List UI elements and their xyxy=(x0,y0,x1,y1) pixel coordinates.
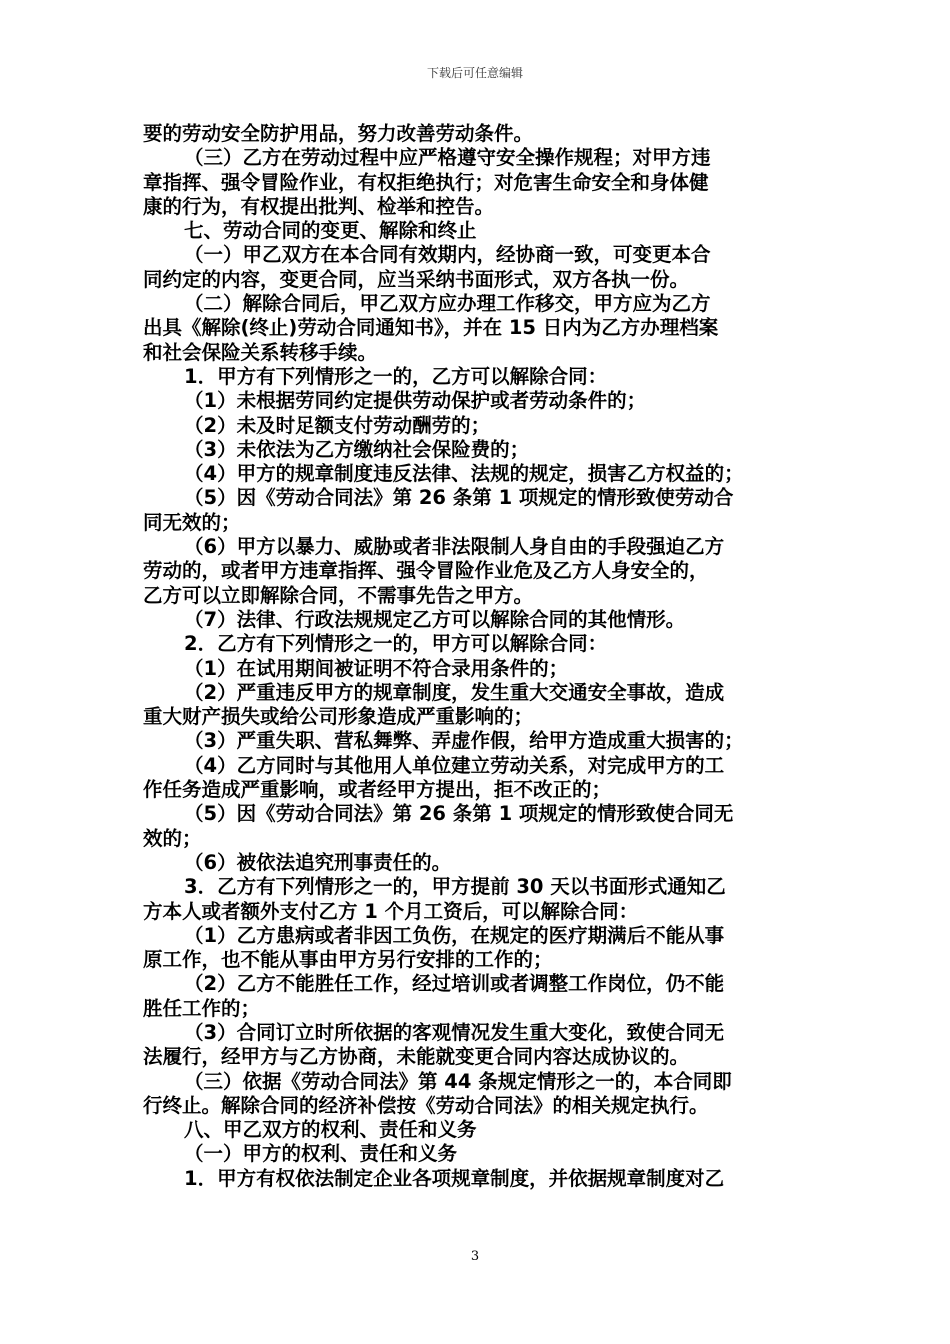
text-line: （1）未根据劳同约定提供劳动保护或者劳动条件的； xyxy=(184,389,647,413)
text-line: 效的； xyxy=(143,826,202,850)
text-line: （三）乙方在劳动过程中应严格遵守安全操作规程；对甲方违 xyxy=(184,146,711,170)
text-line: 重大财产损失或给公司形象造成严重影响的； xyxy=(143,705,534,729)
text-line: （1）乙方患病或者非因工负伤，在规定的医疗期满后不能从事 xyxy=(184,923,725,947)
text-line: （5）因《劳动合同法》第 26 条第 1 项规定的情形致使合同无 xyxy=(184,802,734,826)
text-line: （3）严重失职、营私舞弊、弄虚作假，给甲方造成重大损害的； xyxy=(184,729,744,753)
text-line: 出具《解除(终止)劳动合同通知书》，并在 15 日内为乙方办理档案 xyxy=(143,316,719,340)
text-line: 要的劳动安全防护用品，努力改善劳动条件。 xyxy=(143,122,534,145)
text-line: 3．乙方有下列情形之一的，甲方提前 30 天以书面形式通知乙 xyxy=(184,875,726,899)
text-line: （2）未及时足额支付劳动酬劳的； xyxy=(184,413,491,437)
text-line: 法履行，经甲方与乙方协商，未能就变更合同内容达成协议的。 xyxy=(143,1045,690,1069)
text-line: 七、劳动合同的变更、解除和终止 xyxy=(184,219,477,243)
text-line: 方本人或者额外支付乙方 1 个月工资后，可以解除合同： xyxy=(143,899,639,923)
text-line: （3）合同订立时所依据的客观情况发生重大变化，致使合同无 xyxy=(184,1020,725,1044)
text-line: （7）法律、行政法规规定乙方可以解除合同的其他情形。 xyxy=(184,607,686,631)
text-line: （4）乙方同时与其他用人单位建立劳动关系，对完成甲方的工 xyxy=(184,753,725,777)
text-line: 1．甲方有下列情形之一的，乙方可以解除合同： xyxy=(184,364,608,388)
text-line: （1）在试用期间被证明不符合录用条件的； xyxy=(184,656,569,680)
text-line: 劳动的，或者甲方违章指挥、强令冒险作业危及乙方人身安全的， xyxy=(143,559,709,583)
text-line: 2．乙方有下列情形之一的，甲方可以解除合同： xyxy=(184,632,608,656)
text-line: 1．甲方有权依法制定企业各项规章制度，并依据规章制度对乙 xyxy=(184,1166,725,1190)
text-line: 原工作，也不能从事由甲方另行安排的工作的； xyxy=(143,948,553,972)
text-line: （6）甲方以暴力、威胁或者非法限制人身自由的手段强迫乙方 xyxy=(184,535,725,559)
text-line: （2）乙方不能胜任工作，经过培训或者调整工作岗位，仍不能 xyxy=(184,972,725,996)
text-line: （6）被依法追究刑事责任的。 xyxy=(184,850,452,874)
text-line: 行终止。解除合同的经济补偿按《劳动合同法》的相关规定执行。 xyxy=(143,1093,709,1117)
text-line: 八、甲乙双方的权利、责任和义务 xyxy=(184,1118,477,1142)
text-line: （3）未依法为乙方缴纳社会保险费的； xyxy=(184,437,530,461)
page-number: 3 xyxy=(470,1249,480,1264)
text-line: 作任务造成严重影响，或者经甲方提出，拒不改正的； xyxy=(143,778,612,802)
text-line: 同约定的内容，变更合同，应当采纳书面形式，双方各执一份。 xyxy=(143,267,690,291)
text-line: （5）因《劳动合同法》第 26 条第 1 项规定的情形致使劳动合 xyxy=(184,486,734,510)
text-line: 和社会保险关系转移手续。 xyxy=(143,340,378,364)
text-line: 胜任工作的； xyxy=(143,996,261,1020)
document-body xyxy=(143,122,813,1191)
page-header-note: 下载后可任意编辑 xyxy=(426,66,523,80)
text-line: （2）严重违反甲方的规章制度，发生重大交通安全事故，造成 xyxy=(184,680,725,704)
text-line: 同无效的； xyxy=(143,510,241,534)
text-line: 章指挥、强令冒险作业，有权拒绝执行；对危害生命安全和身体健 xyxy=(143,170,709,194)
text-line: （一）甲乙双方在本合同有效期内，经协商一致，可变更本合 xyxy=(184,243,711,267)
text-line: 康的行为，有权提出批判、检举和控告。 xyxy=(143,194,495,218)
text-line: （4）甲方的规章制度违反法律、法规的规定，损害乙方权益的； xyxy=(184,462,744,486)
text-line: 乙方可以立即解除合同，不需事先告之甲方。 xyxy=(143,583,534,607)
text-line: （三）依据《劳动合同法》第 44 条规定情形之一的，本合同即 xyxy=(184,1069,732,1093)
text-line: （一）甲方的权利、责任和义务 xyxy=(184,1142,458,1166)
text-line: （二）解除合同后，甲乙双方应办理工作移交，甲方应为乙方 xyxy=(184,292,711,316)
